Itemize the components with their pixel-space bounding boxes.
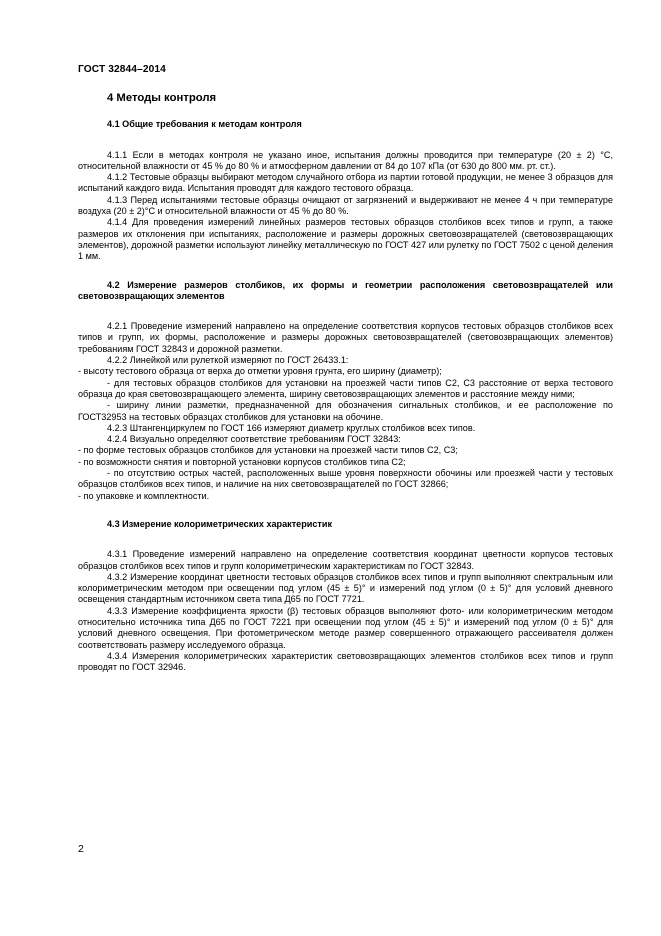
list-item: - для тестовых образцов столбиков для установки на проезжей части типов С2, С3 расстояние от верха тестового образца до края световозвращающего элемента, ширину световозвращающих элементов и расстояние между ними;	[78, 377, 613, 399]
paragraph-4-3-2: 4.3.2 Измерение координат цветности тестовых образцов столбиков всех типов и групп выполняют спектральным или колориметрическим методом при освещении под углом (45 ± 5)° и измерений под углом (0 ± 5)° для условий дневного освещения стандартным источником света типа Д65 по ГОСТ 7721.	[78, 571, 613, 605]
list-item: - ширину линии разметки, предназначенной для обозначения сигнальных столбиков, и ее расположение по ГОСТ32953 на тестовых образцах столбиков для установки на обочине.	[78, 400, 613, 422]
list-item: - по упаковке и комплектности.	[78, 490, 210, 501]
subsection-title-4-1: 4.1 Общие требования к методам контроля	[107, 119, 302, 130]
list-item: - по форме тестовых образцов столбиков для установки на проезжей части типов С2, С3;	[78, 445, 458, 456]
paragraph-4-3-1: 4.3.1 Проведение измерений направлено на определение соответствия координат цветности корпусов тестовых образцов столбиков всех типов и групп колориметрическим характеристикам по ГОСТ 32843.	[78, 549, 613, 571]
list-item: - по возможности снятия и повторной установки корпусов столбиков типа С2;	[78, 456, 406, 467]
paragraph-4-2-3: 4.2.3 Штангенциркулем по ГОСТ 166 измеряют диаметр круглых столбиков всех типов.	[107, 422, 476, 433]
paragraph-4-3-4: 4.3.4 Измерения колориметрических характеристик световозвращающих элементов столбиков всех типов и групп проводят по ГОСТ 32946.	[78, 650, 613, 673]
paragraph-4-1-4: 4.1.4 Для проведения измерений линейных размеров тестовых образцов столбиков всех типов и групп, а также размеров их отклонения при испытаниях, расположение и размеры дорожных световозвращателей (световозвращающих элементов), дорожной разметки используют линейку металлическую по ГОСТ 427 или рулетку по ГОСТ 7502 с ценой деления 1 мм.	[78, 217, 613, 262]
paragraph-4-3-3: 4.3.3 Измерение коэффициента яркости (β) тестовых образцов выполняют фото- или колориметрическим методом относительно источника типа Д65 по ГОСТ 7221 при освещении под углом (45 ± 5)° и измерений под углом (0 ± 5)° для условий дневного освещения. При фотометрическом методе размер совершенного отражающего рассеивателя должен соответствовать размеру исследуемого образца.	[78, 605, 613, 650]
paragraph-4-1-1: 4.1.1 Если в методах контроля не указано иное, испытания должны проводится при температуре (20 ± 2) °С, относительной влажности от 45 % до 80 % и атмосферном давлении от 84 до 107 кПа (от 630 до 800 мм. рт. ст.).	[78, 149, 613, 171]
paragraph-4-1-2: 4.1.2 Тестовые образцы выбирают методом случайного отбора из партии готовой продукции, не менее 3 образцов для испытаний каждого вида. Испытания проводят для каждого тестового образца.	[78, 172, 613, 194]
section-title: 4 Методы контроля	[107, 92, 217, 104]
subsection-title-4-2: 4.2 Измерение размеров столбиков, их формы и геометрии расположения световозвращателей или световозвращающих элементов	[78, 279, 613, 301]
paragraph-4-2-1: 4.2.1 Проведение измерений направлено на определение соответствия корпусов тестовых образцов столбиков всех типов и групп, их формы, расположение и размеры дорожных световозвращателей (световозвращающих элементов) требованиям ГОСТ 32843 и дорожной разметки.	[78, 321, 613, 354]
document-header: ГОСТ 32844–2014	[78, 64, 166, 75]
list-item: - по отсутствию острых частей, расположенных выше уровня поверхности обочины или проезжей части у тестовых образцов столбиков всех типов, и наличие на них световозвращателей по ГОСТ 32866;	[78, 468, 613, 490]
paragraph-4-2-4: 4.2.4 Визуально определяют соответствие требованиям ГОСТ 32843:	[107, 434, 401, 445]
paragraph-4-2-2: 4.2.2 Линейкой или рулеткой измеряют по ГОСТ 26433.1:	[107, 355, 349, 366]
paragraph-4-1-3: 4.1.3 Перед испытаниями тестовые образцы очищают от загрязнений и выдерживают не менее 4 ч при температуре воздуха (20 ± 2)°С и относительной влажности от 45 % до 80 %.	[78, 194, 613, 217]
list-item: - высоту тестового образца от верха до отметки уровня грунта, его ширину (диаметр);	[78, 366, 442, 377]
page-number: 2	[78, 843, 84, 855]
subsection-title-4-3: 4.3 Измерение колориметрических характеристик	[107, 518, 333, 529]
document-body	[78, 93, 613, 673]
